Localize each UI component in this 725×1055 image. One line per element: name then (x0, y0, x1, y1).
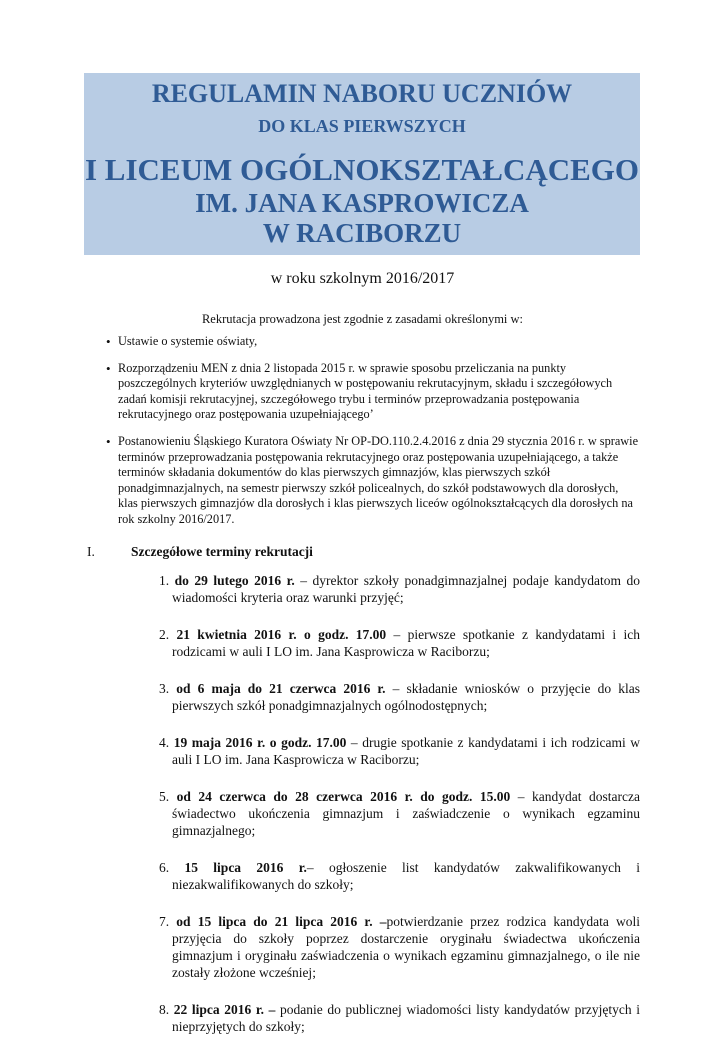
school-year-line: w roku szkolnym 2016/2017 (270, 270, 455, 287)
item-text: – kandydat dostarcza świadectwo ukończenia gimnazjum i zaświadczenie o wynikach egzaminu gimnazjalnego; (172, 789, 641, 838)
intro-text: Rekrutacja prowadzona jest zgodnie z zasadami określonymi w: (201, 312, 524, 326)
schedule-item (151, 913, 640, 981)
item-number: 5. (159, 789, 170, 804)
item-number: 3. (159, 681, 170, 696)
item-date: od 15 lipca do 21 lipca 2016 r. – (176, 914, 387, 929)
item-text: – ogłoszenie list kandydatów zakwalifikowanych i niezakwalifikowanych do szkoły; (172, 860, 640, 892)
item-text: – drugie spotkanie z kandydatami i ich rodzicami w auli I LO im. Jana Kasprowicza w Raciborzu; (172, 735, 641, 767)
item-number: 1. (159, 573, 170, 588)
banner-title-line-2: DO KLAS PIERWSZYCH (258, 116, 466, 136)
title-banner (84, 73, 640, 255)
item-date: 21 kwietnia 2016 r. o godz. 17.00 (176, 627, 387, 642)
item-text: – składanie wniosków o przyjęcie do klas pierwszych szkół ponadgimnazjalnych ogólnodostępnych; (172, 681, 640, 713)
section-title: Szczegółowe terminy rekrutacji (131, 544, 313, 559)
legal-basis-item: • Ustawie o systemie oświaty, (84, 334, 640, 350)
item-date: 19 maja 2016 r. o godz. 17.00 (173, 735, 347, 750)
banner-title-line-5: W RACIBORZU (262, 218, 462, 248)
schedule-item (151, 680, 640, 714)
legal-basis-item: • Rozporządzeniu MEN z dnia 2 listopada 2015 r. w sprawie sposobu przeliczania na punkty poszczególnych kryteriów uwzględnianych w postępowaniu rekrutacyjnym, składu i szczegółowych zadań komisji rekrutacyjnej, szczegółowego trybu i terminów przeprowadzania postępowania rekrutacyjnego oraz postępowania uzupełniającego’ (84, 361, 640, 423)
schedule-item (151, 572, 640, 606)
banner-title-line-1: REGULAMIN NABORU UCZNIÓW (151, 79, 573, 108)
legal-basis-item: • Postanowieniu Śląskiego Kuratora Oświaty Nr OP-DO.110.2.4.2016 z dnia 29 stycznia 2016 r. w sprawie terminów przeprowadzania postępowania rekrutacyjnego oraz postępowania uzupełniającego, a także terminów składania dokumentów do klas pierwszych gimnazjów, klas pierwszych szkół ponadgimnazjalnych, na semestr pierwszy szkół policealnych, do szkół podstawowych dla dorosłych, klas pierwszych gimnazjów dla dorosłych i klas pierwszych liceów ogólnokształcących dla dorosłych na rok szkolny 2016/2017. (84, 434, 640, 528)
item-date: od 6 maja do 21 czerwca 2016 r. (176, 681, 386, 696)
section-number: I. (87, 544, 95, 559)
item-text: podanie do publicznej wiadomości listy kandydatów przyjętych i nieprzyjętych do szkoły; (172, 1002, 641, 1034)
schedule-item (151, 734, 640, 768)
schedule-item (151, 859, 640, 893)
item-date: 22 lipca 2016 r. – (173, 1002, 276, 1017)
schedule-item (151, 788, 640, 839)
item-date: od 24 czerwca do 28 czerwca 2016 r. do godz. 15.00 (176, 789, 511, 804)
item-date: 15 lipca 2016 r. (184, 860, 307, 875)
schedule-item (151, 626, 640, 660)
item-number: 8. (159, 1002, 170, 1017)
item-number: 4. (159, 735, 170, 750)
item-number: 7. (159, 914, 170, 929)
item-text: – pierwsze spotkanie z kandydatami i ich rodzicami w auli I LO im. Jana Kasprowicza w Raciborzu; (172, 627, 640, 659)
item-number: 6. (159, 860, 170, 875)
legal-basis-list (84, 334, 640, 539)
item-date: do 29 lutego 2016 r. (174, 573, 295, 588)
banner-title-line-3: I LICEUM OGÓLNOKSZTAŁCĄCEGO (84, 152, 640, 187)
item-text: – dyrektor szkoły ponadgimnazjalnej podaje kandydatom do wiadomości kryteria oraz warunki przyjęć; (172, 573, 640, 605)
banner-title-line-4: IM. JANA KASPROWICZA (195, 188, 529, 218)
schedule-item (151, 1001, 640, 1035)
schedule-list (151, 572, 640, 1055)
item-number: 2. (159, 627, 170, 642)
item-text: potwierdzanie przez rodzica kandydata woli przyjęcia do szkoły poprzez dostarczenie oryginału świadectwa ukończenia gimnazjum i oryginału zaświadczenia o wynikach egzaminu gimnazjalnego, o ile nie zostały złożone wcześniej; (172, 914, 641, 980)
